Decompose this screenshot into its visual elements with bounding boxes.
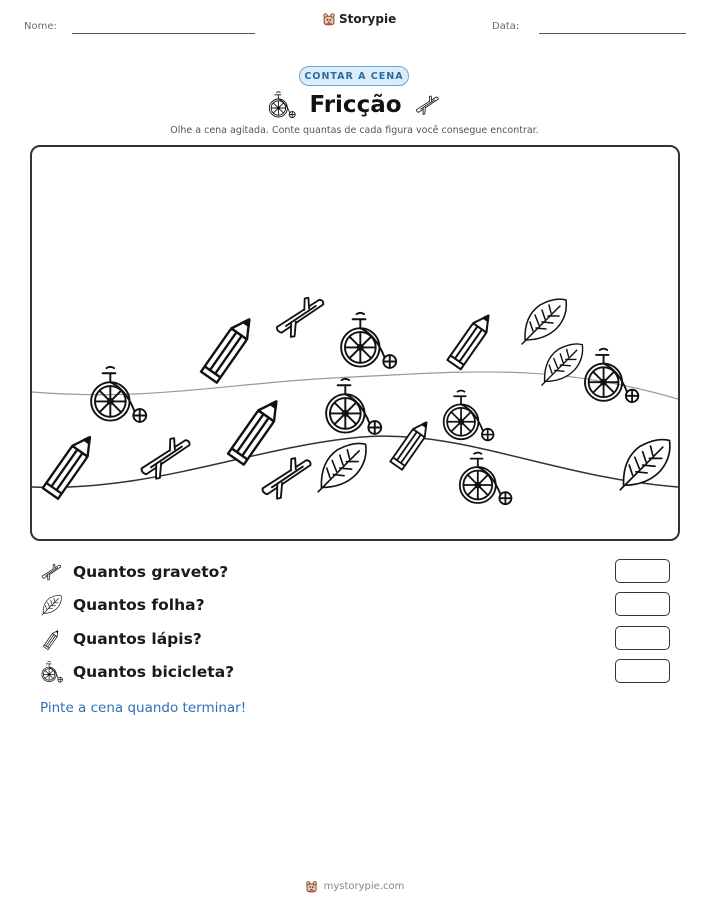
question-text: Quantos graveto? (73, 563, 229, 581)
storypie-mascot-icon (305, 880, 318, 893)
answer-box-leaf[interactable] (615, 592, 670, 616)
question-row-twig (40, 559, 670, 585)
scene-bicycle (585, 349, 638, 402)
scene-pencil (228, 396, 284, 465)
name-label: Nome: (24, 21, 57, 32)
question-row-leaf (40, 592, 670, 618)
pencil-icon (40, 627, 64, 651)
instructions: Olhe a cena agitada. Conte quantas de cada figura você consegue encontrar. (170, 125, 539, 136)
scene-twig (271, 291, 331, 342)
scene-pencil (201, 314, 257, 383)
answer-box-bicycle[interactable] (615, 659, 670, 683)
scene-twig (256, 452, 318, 504)
name-line[interactable] (72, 33, 255, 34)
title-row (0, 90, 709, 120)
bicycle-icon (40, 660, 64, 684)
footer-url[interactable]: mystorypie.com (323, 881, 405, 892)
answer-box-pencil[interactable] (615, 626, 670, 650)
scene-bicycle (444, 390, 494, 440)
date-line[interactable] (539, 33, 686, 34)
scene-pencil (390, 418, 432, 470)
counting-scene (30, 145, 680, 541)
scene-bicycle (326, 379, 381, 434)
question-text: Quantos bicicleta? (73, 663, 235, 681)
brand-name: Storypie (339, 12, 397, 26)
question-row-bicycle (40, 659, 670, 685)
brand-logo (322, 12, 396, 26)
twig-icon (40, 560, 64, 584)
storypie-mascot-icon (322, 12, 336, 26)
scene-leaf (318, 443, 366, 491)
scene-leaf (522, 299, 566, 344)
twig-icon (414, 91, 442, 119)
coloring-note: Pinte a cena quando terminar! (40, 700, 247, 716)
date-label: Data: (492, 21, 520, 32)
bicycle-icon (267, 90, 297, 120)
leaf-icon (40, 593, 64, 617)
scene-bicycle (341, 313, 396, 368)
answer-box-twig[interactable] (615, 559, 670, 583)
page-title: Fricção (309, 92, 402, 118)
activity-badge: CONTAR A CENA (299, 66, 409, 86)
scene-bicycle (460, 453, 512, 505)
footer (0, 880, 709, 893)
scene-leaf (620, 440, 670, 490)
scene-pencil (447, 311, 495, 369)
scene-pencil (43, 432, 98, 499)
question-text: Quantos lápis? (73, 630, 202, 648)
question-text: Quantos folha? (73, 596, 205, 614)
scene-drawing (32, 147, 678, 539)
question-row-pencil (40, 626, 670, 652)
scene-twig (135, 432, 197, 484)
scene-leaf (542, 344, 583, 385)
